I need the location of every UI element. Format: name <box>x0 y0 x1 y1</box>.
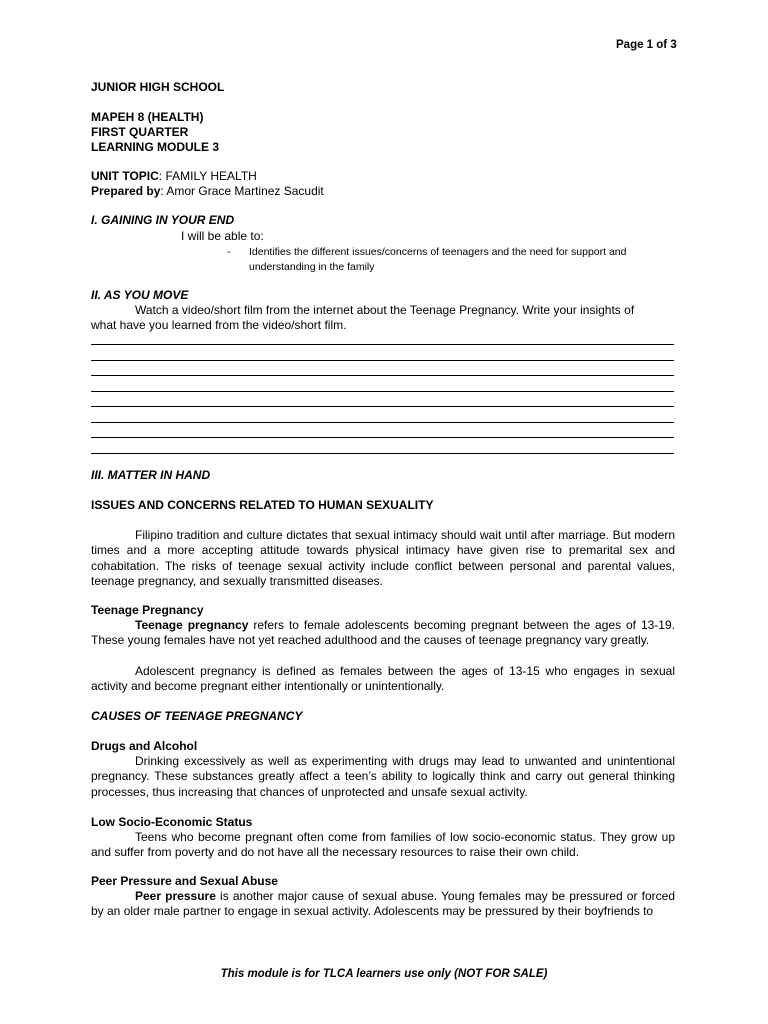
page-number: Page 1 of 3 <box>616 39 677 51</box>
low-ses-heading: Low Socio-Economic Status <box>91 815 253 829</box>
section-3-title: III. MATTER IN HAND <box>91 468 211 482</box>
activity-line-1: Watch a video/short film from the internet about the Teenage Pregnancy. Write your insights of <box>135 303 635 317</box>
teenage-pregnancy-heading: Teenage Pregnancy <box>91 603 204 617</box>
paragraph-low-ses: Teens who become pregnant often come from families of low socio-economic status. They grow up and suffer from poverty and do not have all the necessary resources to raise their own child. <box>91 830 675 860</box>
peer-pressure-heading: Peer Pressure and Sexual Abuse <box>91 874 278 888</box>
activity-line-2: what have you learned from the video/short film. <box>91 318 347 332</box>
prepared-by <box>91 184 324 199</box>
paragraph-teenage-pregnancy: Teenage pregnancy refers to female adolescents becoming pregnant between the ages of 13-19. These young females have not yet reached adulthood and the causes of teenage pregnancy vary greatly. <box>91 618 675 648</box>
peer-pressure-term: Peer pressure <box>135 889 216 903</box>
objective-dash: - <box>227 246 231 258</box>
objective-line-2: understanding in the family <box>249 261 375 273</box>
quarter: FIRST QUARTER <box>91 125 189 139</box>
objective-line-1: Identifies the different issues/concerns of teenagers and the need for support and <box>249 246 627 258</box>
answer-line[interactable] <box>91 422 674 423</box>
paragraph-peer-pressure: Peer pressure is another major cause of sexual abuse. Young females may be pressured or forced by an older male partner to engage in sexual activity. Adolescents may be pressured by their boyfriends to <box>91 889 675 919</box>
section-2-title: II. AS YOU MOVE <box>91 288 189 302</box>
section-3-heading: ISSUES AND CONCERNS RELATED TO HUMAN SEXUALITY <box>91 498 434 512</box>
section-1-title: I. GAINING IN YOUR END <box>91 213 235 227</box>
answer-line[interactable] <box>91 360 674 361</box>
answer-line[interactable] <box>91 391 674 392</box>
answer-line[interactable] <box>91 406 674 407</box>
drugs-heading: Drugs and Alcohol <box>91 739 198 753</box>
teenage-pregnancy-term: Teenage pregnancy <box>135 618 249 632</box>
footer-note: This module is for TLCA learners use only (NOT FOR SALE) <box>220 968 548 980</box>
subject: MAPEH 8 (HEALTH) <box>91 110 204 124</box>
causes-title: CAUSES OF TEENAGE PREGNANCY <box>91 709 303 723</box>
prepared-by-label: Prepared by <box>91 184 161 198</box>
school-level: JUNIOR HIGH SCHOOL <box>91 80 225 94</box>
module-number: LEARNING MODULE 3 <box>91 140 220 154</box>
unit-topic-value: : FAMILY HEALTH <box>158 169 257 183</box>
unit-topic <box>91 169 257 184</box>
answer-line[interactable] <box>91 375 674 376</box>
paragraph-adolescent-pregnancy: Adolescent pregnancy is defined as females between the ages of 13-15 who engages in sexual activity and become pregnant either intentionally or unintentionally. <box>91 664 675 694</box>
answer-line[interactable] <box>91 437 674 438</box>
answer-line[interactable] <box>91 453 674 454</box>
unit-topic-label: UNIT TOPIC <box>91 169 159 183</box>
prepared-by-value: : Amor Grace Martinez Sacudit <box>160 184 324 198</box>
objectives-intro: I will be able to: <box>181 229 264 243</box>
paragraph-tradition: Filipino tradition and culture dictates that sexual intimacy should wait until after marriage. But modern times and a more accepting attitude towards physical intimacy have given rise to premarital sex and cohabitation. The risks of teenage sexual activity include conflict between personal and parental values, teenage pregnancy, and sexually transmitted diseases. <box>91 528 675 588</box>
answer-line[interactable] <box>91 344 674 345</box>
paragraph-drugs: Drinking excessively as well as experimenting with drugs may lead to unwanted and unintentional pregnancy. These substances greatly affect a teen’s ability to logically think and carry out general thinking processes, thus increasing that chances of unprotected and unsafe sexual activity. <box>91 754 675 799</box>
